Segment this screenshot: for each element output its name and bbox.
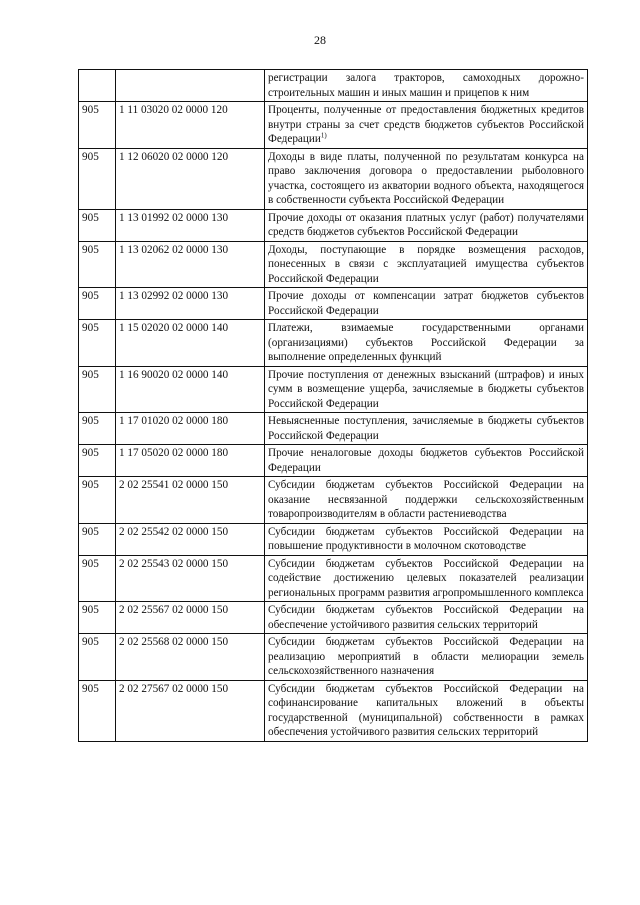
revenue-description-cell <box>265 366 588 413</box>
administrator-code-cell <box>79 70 116 102</box>
revenue-description-cell <box>265 680 588 741</box>
table-row <box>79 477 588 524</box>
revenue-description-text: Платежи, взимаемые государственными органами (организациями) субъектов Российской Федерации за выполнение определенных функций <box>268 322 584 363</box>
revenue-description-cell <box>265 634 588 681</box>
revenue-code-cell: 2 02 27567 02 0000 150 <box>116 680 265 741</box>
administrator-code-cell: 905 <box>79 680 116 741</box>
revenue-code-cell: 1 17 01020 02 0000 180 <box>116 413 265 445</box>
revenue-description-text: Прочие поступления от денежных взысканий (штрафов) и иных сумм в возмещение ущерба, зачисляемые в бюджеты субъектов Российской Федерации <box>268 368 584 410</box>
revenue-description-cell <box>265 477 588 524</box>
revenue-description-cell <box>265 70 588 102</box>
revenue-code-cell: 2 02 25542 02 0000 150 <box>116 523 265 555</box>
table-row <box>79 70 588 102</box>
revenue-codes-table <box>78 69 588 742</box>
revenue-description-text: Проценты, полученные от предоставления бюджетных кредитов внутри страны за счет средств бюджетов субъектов Российской Федерации <box>268 104 584 145</box>
table-row <box>79 366 588 413</box>
table-row <box>79 555 588 602</box>
revenue-code-cell: 2 02 25567 02 0000 150 <box>116 602 265 634</box>
administrator-code-cell: 905 <box>79 602 116 634</box>
revenue-code-cell: 1 13 02062 02 0000 130 <box>116 241 265 288</box>
revenue-code-cell: 1 17 05020 02 0000 180 <box>116 445 265 477</box>
revenue-description-text: Прочие доходы от компенсации затрат бюджетов субъектов Российской Федерации <box>268 290 584 317</box>
administrator-code-cell: 905 <box>79 241 116 288</box>
administrator-code-cell: 905 <box>79 477 116 524</box>
administrator-code-cell: 905 <box>79 634 116 681</box>
administrator-code-cell: 905 <box>79 148 116 209</box>
revenue-code-cell: 2 02 25568 02 0000 150 <box>116 634 265 681</box>
revenue-description-text: Прочие неналоговые доходы бюджетов субъектов Российской Федерации <box>268 447 584 474</box>
revenue-description-cell <box>265 288 588 320</box>
revenue-code-cell: 1 16 90020 02 0000 140 <box>116 366 265 413</box>
table-row <box>79 680 588 741</box>
revenue-description-text: Субсидии бюджетам субъектов Российской Федерации на оказание несвязанной поддержки сельскохозяйственным товаропроизводителям в области растениеводства <box>268 479 584 520</box>
administrator-code-cell: 905 <box>79 102 116 149</box>
revenue-description-cell <box>265 102 588 149</box>
revenue-description-text: регистрации залога тракторов, самоходных дорожно-строительных машин и иных машин и прицепов к ним <box>268 72 584 99</box>
table-row <box>79 288 588 320</box>
table-body <box>79 70 588 742</box>
revenue-code-cell: 2 02 25543 02 0000 150 <box>116 555 265 602</box>
administrator-code-cell: 905 <box>79 445 116 477</box>
table-row <box>79 602 588 634</box>
revenue-description-text: Субсидии бюджетам субъектов Российской Федерации на содействие достижению целевых показателей реализации региональных программ развития агропромышленного комплекса <box>268 557 584 599</box>
revenue-description-cell <box>265 241 588 288</box>
revenue-code-cell: 1 15 02020 02 0000 140 <box>116 320 265 367</box>
administrator-code-cell: 905 <box>79 366 116 413</box>
revenue-description-text: Доходы, поступающие в порядке возмещения расходов, понесенных в связи с эксплуатацией имущества субъектов Российской Федерации <box>268 243 584 285</box>
revenue-code-cell: 1 13 02992 02 0000 130 <box>116 288 265 320</box>
revenue-description-cell <box>265 523 588 555</box>
table-row <box>79 320 588 367</box>
revenue-description-text: Субсидии бюджетам субъектов Российской Федерации на повышение продуктивности в молочном скотоводстве <box>268 525 584 552</box>
revenue-description-text: Доходы в виде платы, полученной по результатам конкурса на право заключения договора о предоставлении рыболовного участка, состоящего из акватории водного объекта, находящегося в собственности субъекта Российской Федерации <box>268 150 584 206</box>
administrator-code-cell: 905 <box>79 320 116 367</box>
revenue-code-cell <box>116 70 265 102</box>
administrator-code-cell: 905 <box>79 413 116 445</box>
administrator-code-cell: 905 <box>79 209 116 241</box>
administrator-code-cell: 905 <box>79 523 116 555</box>
table-row <box>79 102 588 149</box>
revenue-description-cell <box>265 320 588 367</box>
revenue-description-cell <box>265 209 588 241</box>
revenue-description-text: Невыясненные поступления, зачисляемые в бюджеты субъектов Российской Федерации <box>268 415 584 442</box>
table-row <box>79 445 588 477</box>
revenue-description-text: Субсидии бюджетам субъектов Российской Федерации на софинансирование капитальных вложений в объекты государственной (муниципальной) собственности в рамках обеспечения устойчивого развития сельских территорий <box>268 682 584 738</box>
table-row <box>79 148 588 209</box>
page-number: 28 <box>314 33 326 47</box>
table-row <box>79 241 588 288</box>
table-row <box>79 634 588 681</box>
revenue-description-text: Прочие доходы от оказания платных услуг (работ) получателями средств бюджетов субъектов Российской Федерации <box>268 211 584 238</box>
revenue-description-cell <box>265 602 588 634</box>
revenue-description-cell <box>265 148 588 209</box>
table-row <box>79 209 588 241</box>
revenue-description-text: Субсидии бюджетам субъектов Российской Федерации на реализацию мероприятий в области мелиорации земель сельскохозяйственного назначения <box>268 636 584 677</box>
footnote-marker: 1) <box>320 131 327 140</box>
revenue-code-cell: 1 11 03020 02 0000 120 <box>116 102 265 149</box>
revenue-code-cell: 1 12 06020 02 0000 120 <box>116 148 265 209</box>
revenue-description-cell <box>265 413 588 445</box>
administrator-code-cell: 905 <box>79 555 116 602</box>
table-row <box>79 413 588 445</box>
revenue-description-cell <box>265 555 588 602</box>
revenue-description-cell <box>265 445 588 477</box>
revenue-code-cell: 2 02 25541 02 0000 150 <box>116 477 265 524</box>
administrator-code-cell: 905 <box>79 288 116 320</box>
revenue-description-text: Субсидии бюджетам субъектов Российской Федерации на обеспечение устойчивого развития сельских территорий <box>268 604 584 631</box>
revenue-code-cell: 1 13 01992 02 0000 130 <box>116 209 265 241</box>
table-row <box>79 523 588 555</box>
